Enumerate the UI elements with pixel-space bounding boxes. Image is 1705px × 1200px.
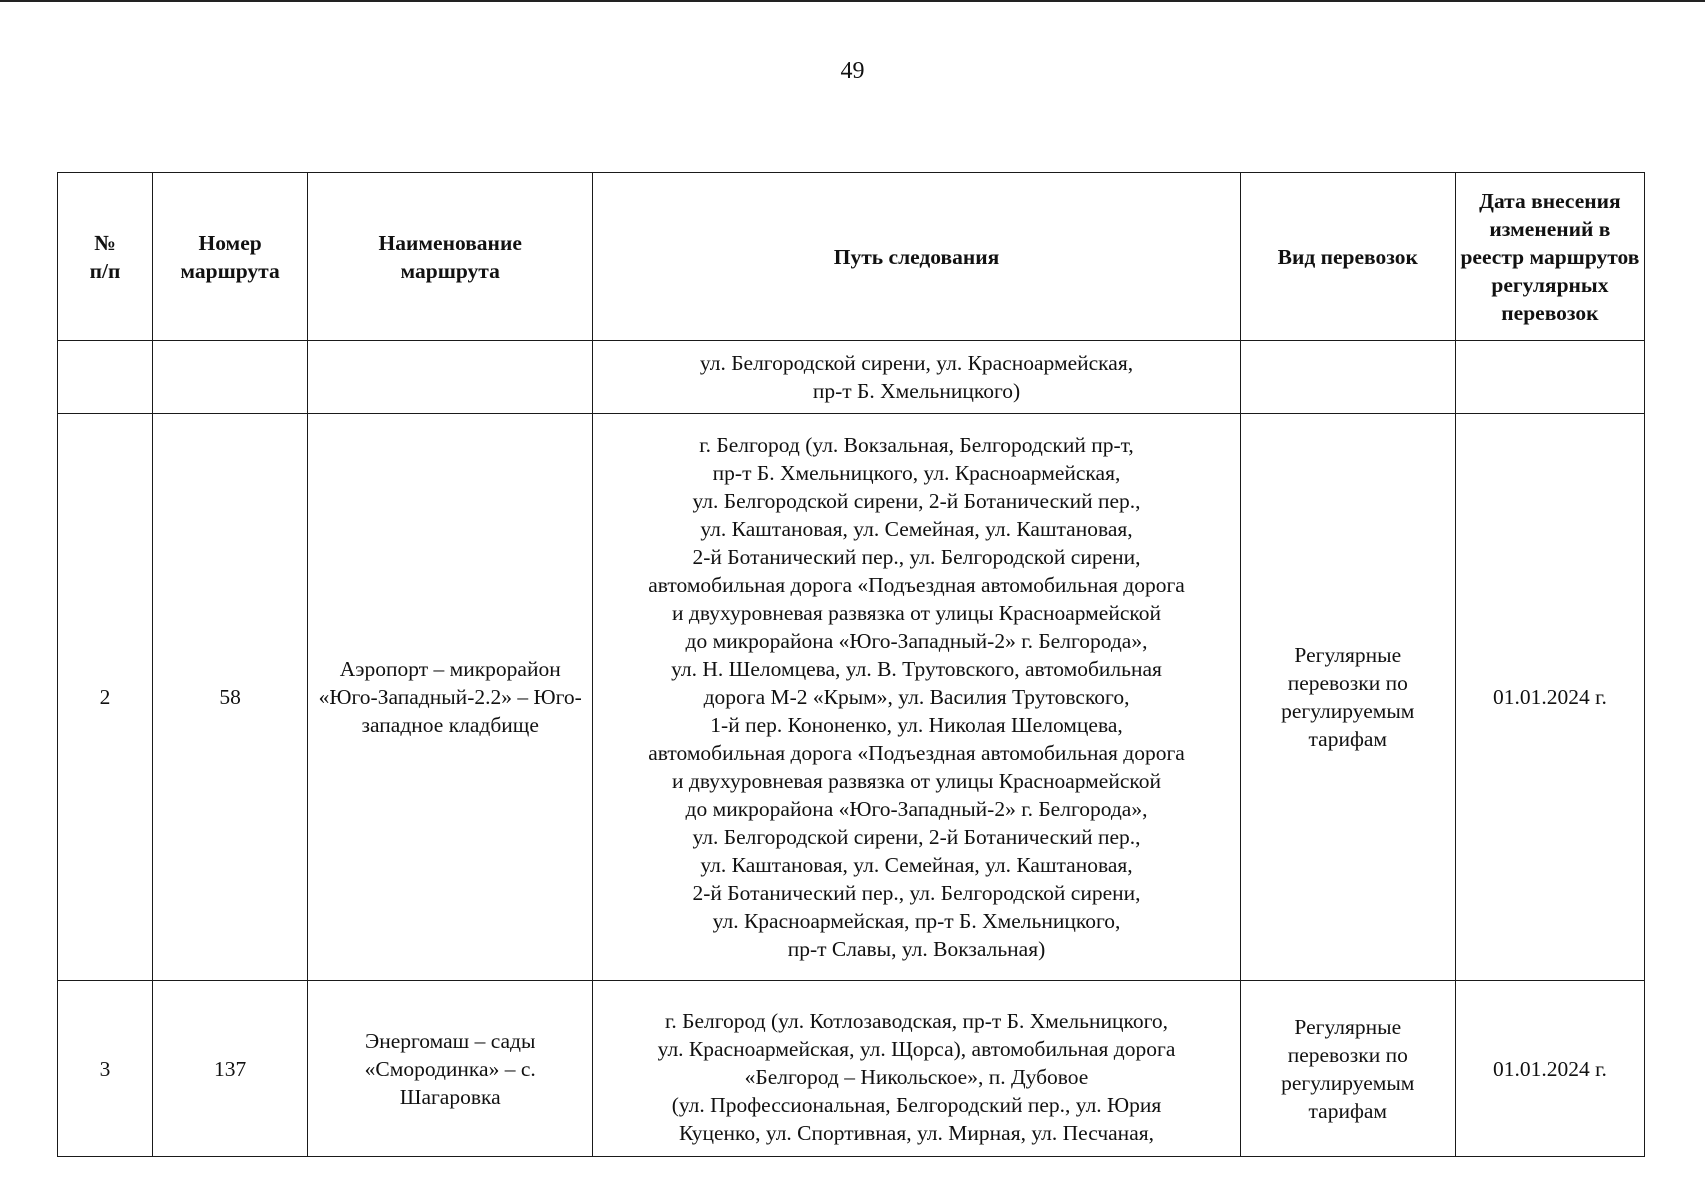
top-border-line bbox=[0, 0, 1705, 2]
header-type: Вид перевозок bbox=[1240, 173, 1455, 341]
path-text: ул. Белгородской сирени, ул. Красноармейская, пр-т Б. Хмельницкого) bbox=[699, 351, 1134, 403]
cell-num bbox=[58, 341, 153, 414]
cell-date bbox=[1455, 341, 1644, 414]
cell-type bbox=[1240, 981, 1455, 1157]
cell-path bbox=[593, 981, 1240, 1157]
table-header-row bbox=[58, 173, 1645, 341]
header-route-name-text: Наименование маршрута bbox=[378, 230, 522, 283]
type-text: Регулярные перевозки по регулируемым тарифам bbox=[1281, 643, 1415, 751]
page-number: 49 bbox=[840, 58, 865, 84]
path-text: г. Белгород (ул. Котлозаводская, пр-т Б. Хмельницкого, ул. Красноармейская, ул. Щорса), автомобильная дорога «Белгород – Никольское», п. Дубовое (ул. Профессиональная, Белгородский пер., ул. Юрия Куценко, ул. Спортивная, ул. Мирная, ул. Песчаная, bbox=[657, 1008, 1176, 1145]
cell-route-number: 137 bbox=[153, 981, 308, 1157]
header-route-name bbox=[308, 173, 593, 341]
cell-route-name bbox=[308, 981, 593, 1157]
header-num-text: № п/п bbox=[89, 230, 121, 283]
header-path: Путь следования bbox=[593, 173, 1240, 341]
cell-num: 3 bbox=[58, 981, 153, 1157]
cell-date: 01.01.2024 г. bbox=[1455, 981, 1644, 1157]
cell-route-number bbox=[153, 341, 308, 414]
route-name-text: Энергомаш – сады «Смородинка» – с. Шагаровка bbox=[364, 1028, 536, 1109]
header-route-number bbox=[153, 173, 308, 341]
cell-path bbox=[593, 341, 1240, 414]
type-text: Регулярные перевозки по регулируемым тарифам bbox=[1281, 1014, 1415, 1123]
table-row bbox=[58, 981, 1645, 1157]
cell-route-number: 58 bbox=[153, 414, 308, 981]
cell-type bbox=[1240, 341, 1455, 414]
table-row bbox=[58, 341, 1645, 414]
route-registry-table bbox=[57, 172, 1645, 1157]
table-row bbox=[58, 414, 1645, 981]
header-num bbox=[58, 173, 153, 341]
cell-route-name bbox=[308, 341, 593, 414]
header-date: Дата внесения изменений в реестр маршрутов регулярных перевозок bbox=[1455, 173, 1644, 341]
cell-route-name: Аэропорт – микрорайон «Юго-Западный-2.2» – Юго-западное кладбище bbox=[308, 414, 593, 981]
cell-num: 2 bbox=[58, 414, 153, 981]
header-route-number-text: Номер маршрута bbox=[180, 230, 280, 283]
cell-date: 01.01.2024 г. bbox=[1455, 414, 1644, 981]
path-text: г. Белгород (ул. Вокзальная, Белгородский пр-т, пр-т Б. Хмельницкого, ул. Красноармейская, ул. Белгородской сирени, 2-й Ботанический пер., ул. Каштановая, ул. Семейная, ул. Каштановая, 2-й Ботанический пер., ул. Белгородской сирени, автомобильная дорога «Подъездная автомобильная дорога и двухуровневая развязка от улицы Красноармейской до микрорайона «Юго-Западный-2» г. Белгорода», ул. Н. Шеломцева, ул. В. Трутовского, автомобильная дорога М-2 «Крым», ул. Василия Трутовского, 1-й пер. Кононенко, ул. Николая Шеломцева, автомобильная дорога «Подъездная автомобильная дорога и двухуровневая развязка от улицы Красноармейской до микрорайона «Юго-Западный-2» г. Белгорода», ул. Белгородской сирени, 2-й Ботанический пер., ул. Каштановая, ул. Семейная, ул. Каштановая, 2-й Ботанический пер., ул. Белгородской сирени, ул. Красноармейская, пр-т Б. Хмельницкого, пр-т Славы, ул. Вокзальная) bbox=[648, 433, 1185, 961]
cell-type bbox=[1240, 414, 1455, 981]
cell-path bbox=[593, 414, 1240, 981]
